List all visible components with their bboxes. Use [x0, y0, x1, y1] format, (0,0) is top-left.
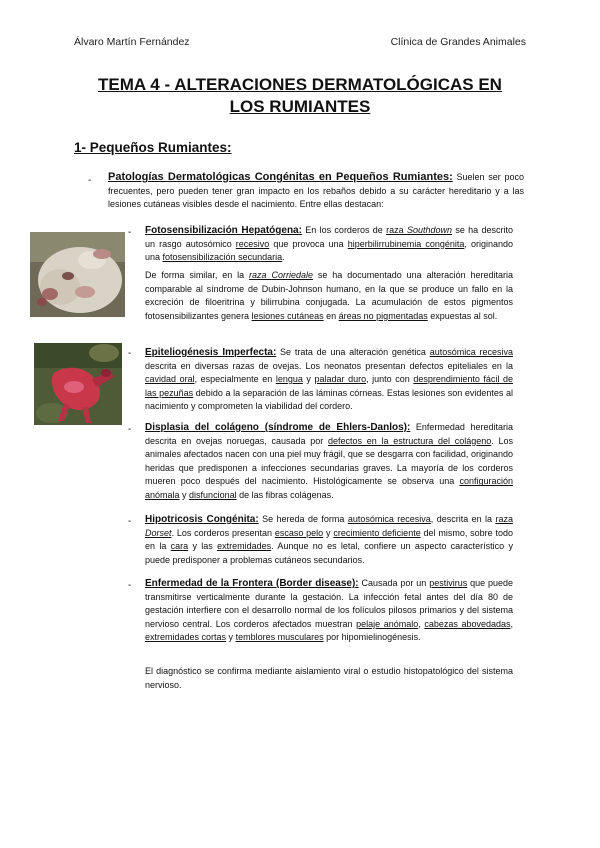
hipotricosis-lead: Hipotricosis Congénita:: [145, 514, 259, 525]
text-run: escaso pelo: [274, 527, 324, 538]
text-run: defectos en la estructura del colágeno: [328, 435, 492, 446]
epitelio-paragraph: [145, 346, 513, 414]
text-run: pelaje anómalo: [356, 618, 419, 629]
text-run: , originando una: [145, 238, 513, 263]
text-run: se ha documentado una alteración hereditaria comparable al síndrome de Dubin-Johnson humano, en la que se produce un fallo en la excreción de filoeritrina y bilirrubina conjugada. La acumulación de estos pigmentos fotosensibilizantes genera: [145, 270, 514, 321]
fotosens-lead: Fotosensibilización Hepatógena:: [145, 225, 302, 236]
text-run: , descrita en la: [430, 514, 496, 524]
text-run: temblores musculares: [235, 632, 324, 643]
text-run: Enfermedad hereditaria descrita en ovejas noruegas, causada por: [145, 422, 513, 446]
intro-lead: Patologías Dermatológicas Congénitas en Pequeños Rumiantes:: [108, 171, 453, 183]
text-run: raza: [386, 225, 407, 235]
fotosens-bullet: -: [128, 227, 132, 238]
text-run: En los corderos de: [301, 225, 387, 235]
text-run: cabezas abovedadas: [424, 618, 511, 629]
header-course: Clínica de Grandes Animales: [390, 36, 526, 48]
text-run: que provoca una: [269, 238, 348, 249]
hipotricosis-bullet: -: [128, 516, 132, 527]
text-run: configuración anómala: [145, 476, 513, 500]
text-run: fotosensibilización secundaria: [162, 252, 283, 263]
text-run: .: [282, 252, 285, 263]
text-run: debido a la separación de las láminas córneas. Estas lesiones son evidentes al nacimiento y comprometen la viabilidad del cordero.: [145, 387, 513, 412]
section-heading: 1- Pequeños Rumiantes:: [74, 140, 232, 155]
epitelio-lead: Epiteliogénesis Imperfecta:: [145, 347, 277, 358]
text-run: y: [302, 374, 315, 385]
fotosens-paragraph-2: [145, 269, 513, 323]
text-run: ,: [418, 618, 425, 629]
lamb-photo: [34, 343, 122, 425]
frontera-bullet: -: [128, 580, 132, 591]
text-run: cara: [170, 541, 189, 552]
text-run: recesivo: [235, 238, 270, 249]
fotosens-paragraph: [145, 224, 513, 265]
text-run: . Los animales afectados nacen con una piel muy frágil, que se desgarra con facilidad, originando heridas que predisponen a infecciones secundarias graves. La mayoría de los corderos mueren poco después del nacimiento. Histológicamente se observa una: [145, 435, 514, 487]
intro-text: Suelen ser poco frecuentes, pero pueden tener gran impacto en los rebaños debido a su carácter hereditario y a las lesiones cutáneas visibles desde el nacimiento. Entre ellas destacan:: [108, 172, 524, 210]
text-run: desprendimiento fácil de las pezuñas: [145, 374, 513, 398]
text-run: lesiones cutáneas: [251, 310, 324, 321]
text-run: . Aunque no es letal, confiere un aspecto característico y puede predisponer a problemas cutáneos secundarios.: [145, 541, 513, 565]
text-run: y: [179, 489, 190, 500]
text-run: extremidades: [217, 541, 272, 552]
header-author: Álvaro Martín Fernández: [74, 36, 190, 48]
page-title: [60, 74, 540, 118]
hipotricosis-paragraph: [145, 513, 513, 567]
text-run: disfuncional: [189, 489, 237, 500]
text-run: hiperbilirrubinemia congénita: [347, 238, 465, 249]
text-run: cavidad oral: [145, 374, 195, 385]
text-run: se ha descrito un rasgo autosómico: [145, 225, 513, 249]
title-line-1: TEMA 4 - ALTERACIONES DERMATOLÓGICAS EN: [98, 75, 502, 94]
text-run: raza Corriedale: [249, 270, 313, 280]
text-run: ,: [510, 618, 514, 629]
text-run: crecimiento deficiente: [333, 527, 421, 538]
text-run: áreas no pigmentadas: [338, 310, 428, 321]
displasia-lead: Displasia del colágeno (síndrome de Ehlers-Danlos):: [145, 422, 411, 433]
sheep-photo: [30, 232, 125, 317]
text-run: , especialmente en: [194, 374, 276, 385]
text-run: y: [323, 527, 334, 538]
epitelio-bullet: -: [128, 348, 132, 359]
displasia-bullet: -: [128, 424, 132, 435]
title-line-2: LOS RUMIANTES: [229, 97, 371, 116]
text-run: expuestas al sol.: [427, 310, 498, 321]
text-run: descrita en diversas razas de ovejas. Los neonatos presentan defectos epiteliales en la: [145, 360, 513, 371]
sheep-image: [30, 232, 125, 317]
text-run: de las fibras colágenas.: [236, 489, 334, 500]
text-run: , junto con: [366, 374, 414, 385]
frontera-paragraph: [145, 577, 513, 645]
displasia-paragraph: [145, 421, 513, 503]
text-run: del mismo, sobre todo en la: [145, 527, 513, 552]
intro-paragraph: [108, 171, 524, 212]
intro-bullet: -: [88, 175, 92, 186]
frontera-paragraph-2: El diagnóstico se confirma mediante aislamiento viral o estudio histopatológico del sistema nervioso.: [145, 666, 513, 690]
text-run: por hipomielinogénesis.: [323, 632, 421, 643]
text-run: autosómica recesiva: [429, 347, 513, 357]
text-run: autosómica recesiva: [347, 514, 431, 524]
lamb-image: [34, 343, 122, 425]
text-run: Southdown: [406, 225, 452, 235]
text-run: paladar duro: [314, 374, 367, 385]
text-run: que puede transmitirse verticalmente durante la gestación. La infección fetal antes del día 80 de gestación interfiere con el desarrollo normal de los folículos pilosos primarios y del sistema nervioso central. Los corderos afectados muestran: [145, 578, 514, 629]
text-run: De forma similar, en la: [145, 270, 250, 280]
text-run: en: [323, 310, 339, 321]
text-run: pestivirus: [429, 578, 468, 588]
text-run: extremidades cortas: [145, 632, 227, 643]
text-run: Se hereda de forma: [258, 514, 348, 524]
text-run: Se trata de una alteración genética: [276, 347, 430, 357]
text-run: raza: [495, 514, 513, 524]
text-run: . Los corderos presentan: [171, 527, 275, 538]
text-run: Dorset: [145, 527, 172, 538]
text-run: y: [226, 632, 236, 643]
text-run: lengua: [275, 374, 303, 385]
frontera-lead: Enfermedad de la Frontera (Border disease):: [145, 578, 359, 589]
text-run: Causada por un: [358, 578, 430, 588]
text-run: y las: [188, 541, 218, 552]
